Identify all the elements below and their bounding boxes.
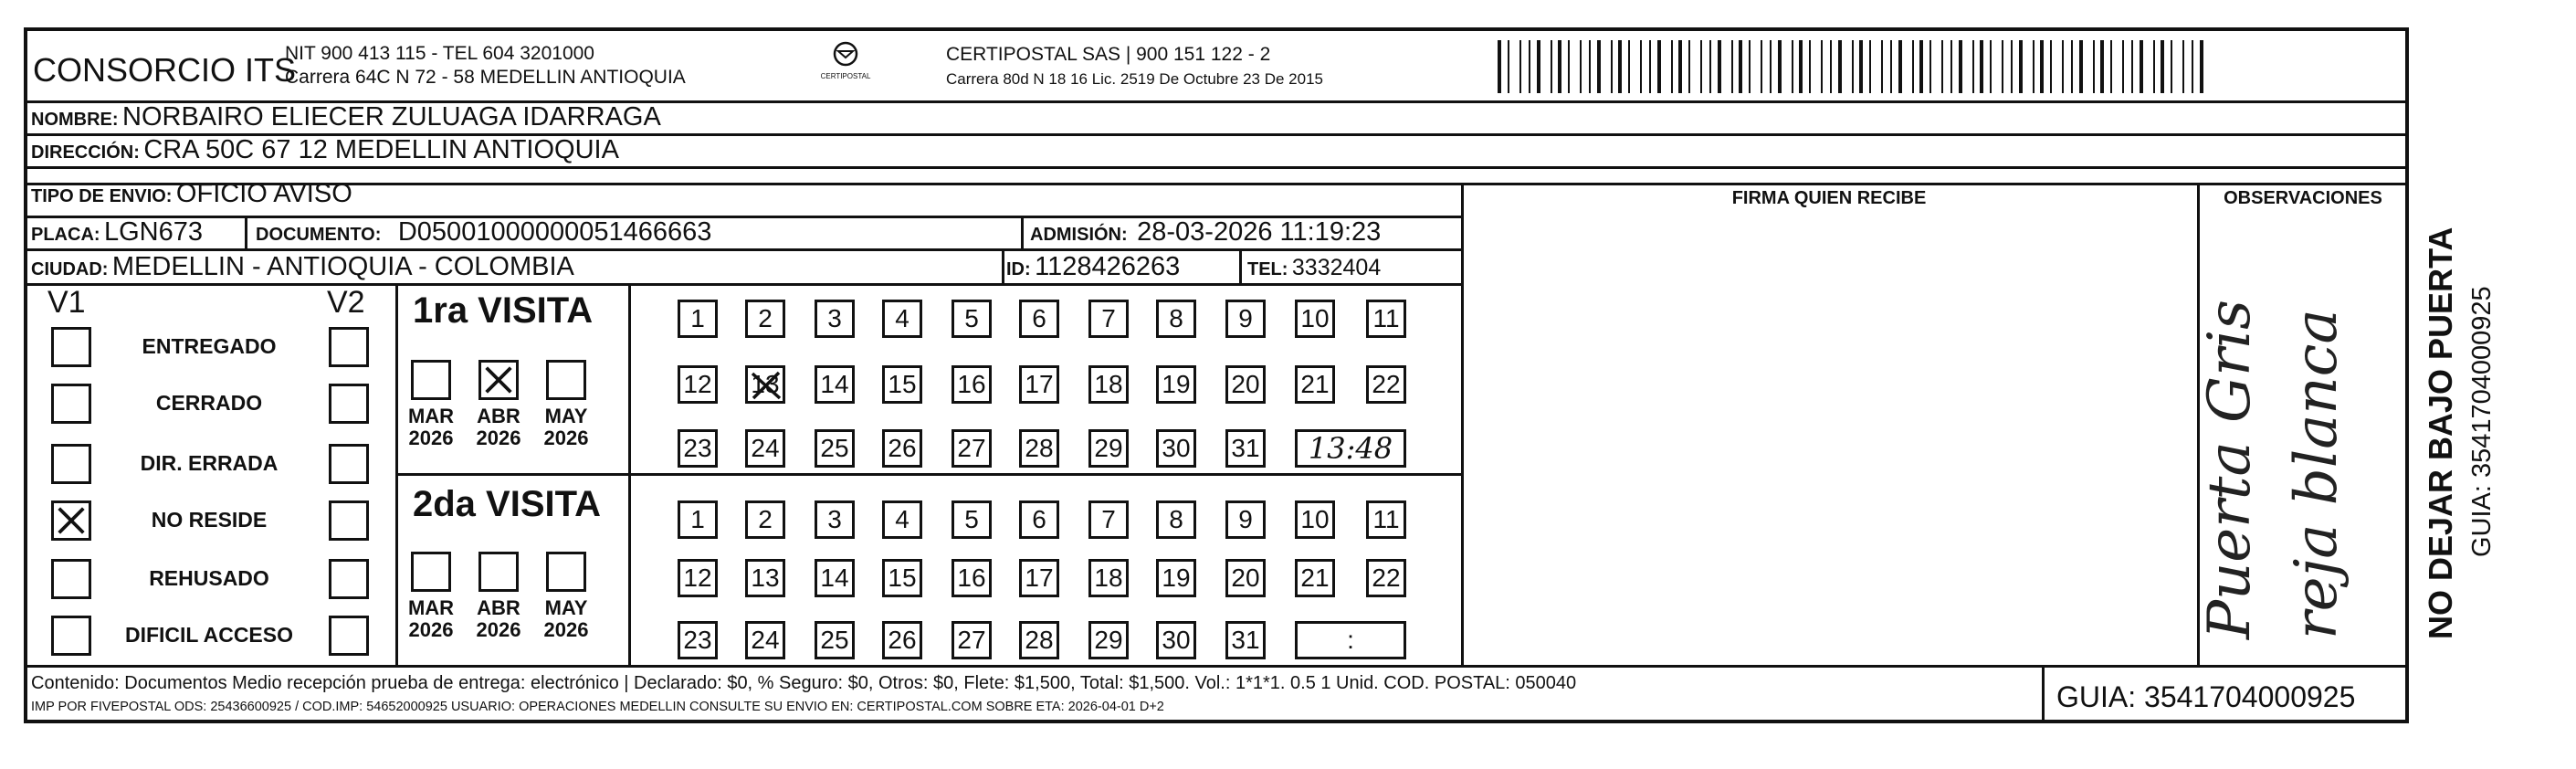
barcode-bar (1898, 40, 1902, 93)
day-box[interactable] (815, 429, 855, 468)
id-label: ID: (1006, 259, 1031, 279)
documento-label: DOCUMENTO: (256, 225, 382, 245)
barcode-bar (1739, 40, 1742, 93)
day-number: 16 (957, 564, 986, 592)
tipo-envio-value: OFICIO AVISO (175, 179, 352, 208)
barcode-bar (2122, 40, 2124, 93)
day-number: 17 (1025, 564, 1054, 592)
certipostal-address: Carrera 80d N 18 16 Lic. 2519 De Octubre 23 De 2015 (946, 70, 1323, 88)
day-number: 1 (690, 304, 705, 332)
direccion-value: CRA 50C 67 12 MEDELLIN ANTIOQUIA (143, 135, 619, 164)
month-name: ABR (477, 596, 520, 619)
status-label: DIFICIL ACCESO (124, 623, 293, 647)
firma-header: FIRMA QUIEN RECIBE (1731, 188, 1927, 208)
day-box[interactable] (882, 429, 922, 468)
status-label: NO RESIDE (151, 508, 268, 532)
day-number: 13 (751, 370, 780, 398)
ciudad-cell (31, 252, 574, 282)
barcode-bar (1551, 40, 1552, 93)
day-number: 27 (957, 626, 986, 654)
day-box[interactable] (1225, 559, 1266, 597)
day-box[interactable] (1225, 300, 1266, 338)
day-box[interactable] (1366, 559, 1406, 597)
day-box[interactable] (815, 559, 855, 597)
day-box[interactable] (745, 365, 785, 404)
day-box[interactable] (745, 621, 785, 659)
nit-line: NIT 900 413 115 - TEL 604 3201000 (285, 43, 594, 64)
day-box[interactable] (1088, 300, 1129, 338)
day-box[interactable] (1366, 500, 1406, 539)
day-number: 23 (683, 434, 712, 462)
v1-checkbox[interactable] (51, 500, 91, 541)
ciudad-value: MEDELLIN - ANTIOQUIA - COLOMBIA (111, 252, 574, 281)
day-number: 28 (1025, 626, 1054, 654)
admision-value: 28-03-2026 11:19:23 (1137, 217, 1382, 247)
barcode-bar (1709, 40, 1711, 93)
day-box[interactable] (1295, 559, 1335, 597)
barcode-bar (1809, 40, 1811, 93)
day-number: 29 (1094, 626, 1123, 654)
v2-checkbox[interactable] (329, 384, 369, 424)
barcode-bar (1761, 40, 1762, 93)
admision-cell (1030, 217, 1381, 248)
day-number: 15 (888, 370, 917, 398)
v2-checkbox[interactable] (329, 500, 369, 541)
barcode-bar (1558, 40, 1561, 93)
barcode-bar (2171, 40, 2172, 93)
barcode-bar (2079, 40, 2083, 93)
day-number: 18 (1094, 370, 1123, 398)
day-box[interactable] (952, 365, 992, 404)
barcode-bar (2019, 40, 2023, 93)
day-number: 12 (683, 370, 712, 398)
day-box[interactable] (1019, 300, 1059, 338)
barcode-bar (1959, 40, 1962, 93)
day-number: 25 (820, 434, 849, 462)
tipo-envio-label: TIPO DE ENVIO: (31, 186, 173, 206)
day-box[interactable] (1156, 559, 1196, 597)
month-name: MAY (544, 405, 588, 427)
barcode-bar (1859, 40, 1863, 93)
day-box[interactable] (745, 559, 785, 597)
month-label (403, 406, 459, 449)
day-number: 15 (888, 564, 917, 592)
barcode-bar (1628, 40, 1630, 93)
company-info (285, 42, 686, 90)
second-visit-title: 2da VISITA (413, 484, 601, 524)
status-label: DIR. ERRADA (140, 451, 279, 475)
day-number: 30 (1162, 626, 1191, 654)
day-number: 3 (827, 304, 842, 332)
day-number: 11 (1372, 304, 1400, 332)
day-number: 19 (1162, 564, 1191, 592)
nombre-label: NOMBRE: (31, 110, 119, 130)
day-box[interactable] (882, 300, 922, 338)
first-visit-title: 1ra VISITA (413, 290, 594, 331)
footer-guia: GUIA: 3541704000925 (2056, 680, 2356, 713)
day-box[interactable] (1088, 500, 1129, 539)
month-checkbox[interactable] (478, 360, 519, 400)
month-label (403, 597, 459, 641)
month-checkbox[interactable] (411, 552, 451, 592)
day-number: 4 (895, 505, 909, 533)
barcode-bar (1830, 40, 1832, 93)
barcode-bar (2033, 40, 2035, 93)
barcode (1498, 40, 2217, 93)
status-label: CERRADO (155, 391, 263, 415)
barcode-bar (1881, 40, 1883, 93)
tipo-envio-row (31, 179, 352, 209)
barcode-bar (1589, 40, 1591, 93)
day-number: 8 (1169, 304, 1183, 332)
day-number: 29 (1094, 434, 1123, 462)
direccion-label: DIRECCIÓN: (31, 142, 140, 163)
documento-cell (256, 217, 711, 248)
certipostal-logo-icon (830, 40, 861, 68)
barcode-bar (2100, 40, 2104, 93)
day-number: 11 (1372, 505, 1400, 533)
tel-cell (1247, 255, 1381, 281)
placa-value: LGN673 (104, 217, 204, 247)
day-number: 10 (1300, 505, 1330, 533)
barcode-bar (2110, 40, 2112, 93)
barcode-bar (2192, 40, 2193, 93)
day-box[interactable] (952, 621, 992, 659)
day-number: 21 (1300, 564, 1330, 592)
barcode-bar (1919, 40, 1923, 93)
day-number: 17 (1025, 370, 1054, 398)
documento-value: D05001000000051466663 (397, 217, 712, 247)
barcode-bar (1749, 40, 1751, 93)
barcode-bar (1890, 40, 1892, 93)
month-checkbox[interactable] (546, 360, 586, 400)
day-box[interactable] (1295, 300, 1335, 338)
day-number: 20 (1231, 370, 1260, 398)
tel-value: 3332404 (1291, 255, 1382, 280)
barcode-bar (1799, 40, 1803, 93)
day-number: 31 (1231, 434, 1260, 462)
day-box[interactable] (1295, 365, 1335, 404)
day-box[interactable] (952, 300, 992, 338)
barcode-bar (1718, 40, 1721, 93)
barcode-bar (1929, 40, 1931, 93)
v2-checkbox[interactable] (329, 327, 369, 367)
day-box[interactable] (1225, 365, 1266, 404)
day-box[interactable] (1156, 300, 1196, 338)
day-box[interactable] (882, 365, 922, 404)
barcode-bar (1688, 40, 1690, 93)
month-name: MAY (544, 596, 588, 619)
day-number: 9 (1238, 505, 1253, 533)
day-box[interactable] (1019, 559, 1059, 597)
day-box[interactable] (952, 500, 992, 539)
day-box[interactable] (1366, 300, 1406, 338)
day-number: 2 (758, 505, 773, 533)
v1-header: V1 (47, 285, 86, 320)
day-box[interactable] (1088, 365, 1129, 404)
day-box[interactable] (1225, 621, 1266, 659)
certipostal-logo (818, 40, 873, 80)
barcode-bar (1618, 40, 1622, 93)
v1-checkbox[interactable] (51, 327, 91, 367)
day-box[interactable] (1225, 429, 1266, 468)
barcode-bar (1792, 40, 1793, 93)
barcode-bar (1838, 40, 1842, 93)
admision-label: ADMISIÓN: (1030, 225, 1128, 245)
certipostal-info (946, 42, 1323, 91)
day-box[interactable] (678, 500, 718, 539)
observation-line-1: Puerta Gris (2196, 300, 2264, 639)
barcode-bar (2071, 40, 2073, 93)
day-box[interactable] (678, 300, 718, 338)
day-box[interactable] (1225, 500, 1266, 539)
status-label: REHUSADO (149, 566, 269, 590)
day-number: 28 (1025, 434, 1054, 462)
barcode-bar (1580, 40, 1582, 93)
barcode-bar (1869, 40, 1871, 93)
barcode-bar (1778, 40, 1782, 93)
day-number: 23 (683, 626, 712, 654)
month-year: 2026 (543, 618, 589, 641)
footer-content: Contenido: Documentos Medio recepción prueba de entrega: electrónico | Declarado: $0, % Seguro: $0, Otros: $0, Flete: $1,500, Total: $1,500. Vol.: 1*1*1. 0.5 1 Unid. COD. POSTAL: 050040 (31, 673, 1577, 693)
day-box[interactable] (882, 559, 922, 597)
barcode-bar (1529, 40, 1530, 93)
day-strike-mark (748, 368, 784, 403)
barcode-bar (1508, 40, 1509, 93)
month-year: 2026 (408, 427, 454, 449)
day-box[interactable] (952, 429, 992, 468)
v1-checkbox[interactable] (51, 444, 91, 484)
barcode-bar (2161, 40, 2164, 93)
company-name: CONSORCIO ITS (33, 51, 297, 89)
v2-header: V2 (327, 285, 365, 320)
barcode-bar (1700, 40, 1702, 93)
barcode-bar (1611, 40, 1613, 93)
month-year: 2026 (476, 618, 521, 641)
month-name: MAR (407, 596, 455, 619)
barcode-bar (2140, 40, 2143, 93)
barcode-bar (1678, 40, 1682, 93)
day-number: 31 (1231, 626, 1260, 654)
barcode-bar (1852, 40, 1854, 93)
barcode-bar (1657, 40, 1661, 93)
month-year: 2026 (476, 427, 521, 449)
month-year: 2026 (408, 618, 454, 641)
day-number: 14 (820, 370, 849, 398)
day-box[interactable] (678, 365, 718, 404)
day-number: 24 (751, 434, 780, 462)
day-box[interactable] (815, 621, 855, 659)
observaciones-header: OBSERVACIONES (2224, 188, 2382, 208)
time-value: : (1347, 626, 1354, 654)
day-box[interactable] (1019, 621, 1059, 659)
barcode-bar (1950, 40, 1952, 93)
barcode-bar (1770, 40, 1772, 93)
barcode-bar (2002, 40, 2003, 93)
day-box[interactable] (1019, 429, 1059, 468)
barcode-bar (1821, 40, 1823, 93)
day-number: 19 (1162, 370, 1191, 398)
month-name: ABR (477, 405, 520, 427)
footer-print-info: IMP POR FIVEPOSTAL ODS: 25436600925 / COD.IMP: 54652000925 USUARIO: OPERACIONES MEDELLIN CONSULTE SU ENVIO EN: CERTIPOSTAL.COM SOBRE ETA: 2026-04-01 D+2 (31, 700, 1164, 714)
certipostal-line: CERTIPOSTAL SAS | 900 151 122 - 2 (946, 44, 1271, 65)
day-number: 7 (1101, 505, 1116, 533)
day-number: 26 (888, 434, 917, 462)
day-box[interactable] (815, 500, 855, 539)
barcode-bar (2131, 40, 2133, 93)
time-value: 13:48 (1308, 431, 1393, 466)
barcode-bar (2050, 40, 2052, 93)
barcode-bar (2200, 40, 2203, 93)
day-box[interactable] (1156, 365, 1196, 404)
observation-line-2: reja blanca (2283, 309, 2350, 639)
v2-checkbox[interactable] (329, 616, 369, 656)
no-dejar-warning: NO DEJAR BAJO PUERTA (2422, 226, 2459, 639)
day-number: 24 (751, 626, 780, 654)
day-box[interactable] (1088, 429, 1129, 468)
day-box[interactable] (815, 365, 855, 404)
day-number: 8 (1169, 505, 1183, 533)
barcode-bar (1941, 40, 1943, 93)
day-number: 4 (895, 304, 909, 332)
placa-label: PLACA: (31, 225, 100, 245)
day-box[interactable] (745, 300, 785, 338)
barcode-bar (1568, 40, 1570, 93)
barcode-bar (1972, 40, 1974, 93)
barcode-bar (1519, 40, 1521, 93)
month-label (538, 406, 594, 449)
day-number: 25 (820, 626, 849, 654)
tel-label: TEL: (1247, 259, 1288, 279)
nombre-row (31, 102, 661, 132)
barcode-bar (2182, 40, 2184, 93)
day-number: 21 (1300, 370, 1330, 398)
v1-checkbox[interactable] (51, 384, 91, 424)
day-box[interactable] (1088, 621, 1129, 659)
id-value: 1128426263 (1035, 252, 1181, 281)
day-number: 22 (1372, 564, 1401, 592)
ciudad-label: CIUDAD: (31, 259, 109, 279)
day-number: 6 (1032, 304, 1046, 332)
day-number: 7 (1101, 304, 1116, 332)
day-number: 1 (690, 505, 705, 533)
day-box[interactable] (745, 429, 785, 468)
barcode-bar (1649, 40, 1651, 93)
month-checkbox[interactable] (411, 360, 451, 400)
barcode-bar (2093, 40, 2095, 93)
v1-checkbox[interactable] (51, 559, 91, 599)
month-label (470, 597, 527, 641)
day-box[interactable] (1019, 500, 1059, 539)
time-box[interactable] (1295, 621, 1406, 659)
day-number: 16 (957, 370, 986, 398)
month-label (538, 597, 594, 641)
barcode-bar (1912, 40, 1914, 93)
direccion-row (31, 135, 619, 165)
day-number: 6 (1032, 505, 1046, 533)
day-box[interactable] (1366, 365, 1406, 404)
barcode-bar (2153, 40, 2155, 93)
barcode-bar (1640, 40, 1642, 93)
v2-checkbox[interactable] (329, 444, 369, 484)
day-number: 2 (758, 304, 773, 332)
barcode-bar (1980, 40, 1983, 93)
day-number: 9 (1238, 304, 1253, 332)
placa-cell (31, 217, 203, 248)
day-number: 10 (1300, 304, 1330, 332)
logo-caption: CERTIPOSTAL (820, 72, 871, 80)
month-year: 2026 (543, 427, 589, 449)
day-number: 13 (751, 564, 780, 592)
side-guia: GUIA: 3541704000925 (2467, 286, 2497, 557)
day-number: 14 (820, 564, 849, 592)
barcode-bar (2011, 40, 2013, 93)
v1-checkbox[interactable] (51, 616, 91, 656)
day-box[interactable] (745, 500, 785, 539)
barcode-bar (1498, 40, 1501, 93)
day-box[interactable] (882, 621, 922, 659)
month-label (470, 406, 527, 449)
id-cell (1006, 252, 1180, 282)
day-number: 12 (683, 564, 712, 592)
day-box[interactable] (1019, 365, 1059, 404)
status-label: ENTREGADO (142, 334, 277, 358)
day-number: 20 (1231, 564, 1260, 592)
barcode-bar (1537, 40, 1540, 93)
day-box[interactable] (952, 559, 992, 597)
day-box[interactable] (1156, 621, 1196, 659)
barcode-bar (1671, 40, 1673, 93)
barcode-bar (2062, 40, 2064, 93)
day-box[interactable] (882, 500, 922, 539)
day-number: 18 (1094, 564, 1123, 592)
day-number: 3 (827, 505, 842, 533)
day-number: 26 (888, 626, 917, 654)
day-number: 27 (957, 434, 986, 462)
barcode-bar (2040, 40, 2044, 93)
day-box[interactable] (678, 621, 718, 659)
nombre-value: NORBAIRO ELIECER ZULUAGA IDARRAGA (122, 102, 661, 132)
v2-checkbox[interactable] (329, 559, 369, 599)
company-address: Carrera 64C N 72 - 58 MEDELLIN ANTIOQUIA (285, 67, 686, 88)
day-box[interactable] (1156, 500, 1196, 539)
day-number: 5 (964, 505, 979, 533)
day-box[interactable] (678, 559, 718, 597)
barcode-bar (1597, 40, 1601, 93)
month-name: MAR (407, 405, 455, 427)
day-box[interactable] (678, 429, 718, 468)
day-number: 22 (1372, 370, 1401, 398)
day-number: 30 (1162, 434, 1191, 462)
barcode-bar (1990, 40, 1992, 93)
barcode-bar (1731, 40, 1733, 93)
month-checkbox[interactable] (478, 552, 519, 592)
day-box[interactable] (1295, 500, 1335, 539)
day-box[interactable] (1088, 559, 1129, 597)
time-box[interactable] (1295, 429, 1406, 468)
day-number: 5 (964, 304, 979, 332)
month-checkbox[interactable] (546, 552, 586, 592)
day-box[interactable] (1156, 429, 1196, 468)
day-box[interactable] (815, 300, 855, 338)
